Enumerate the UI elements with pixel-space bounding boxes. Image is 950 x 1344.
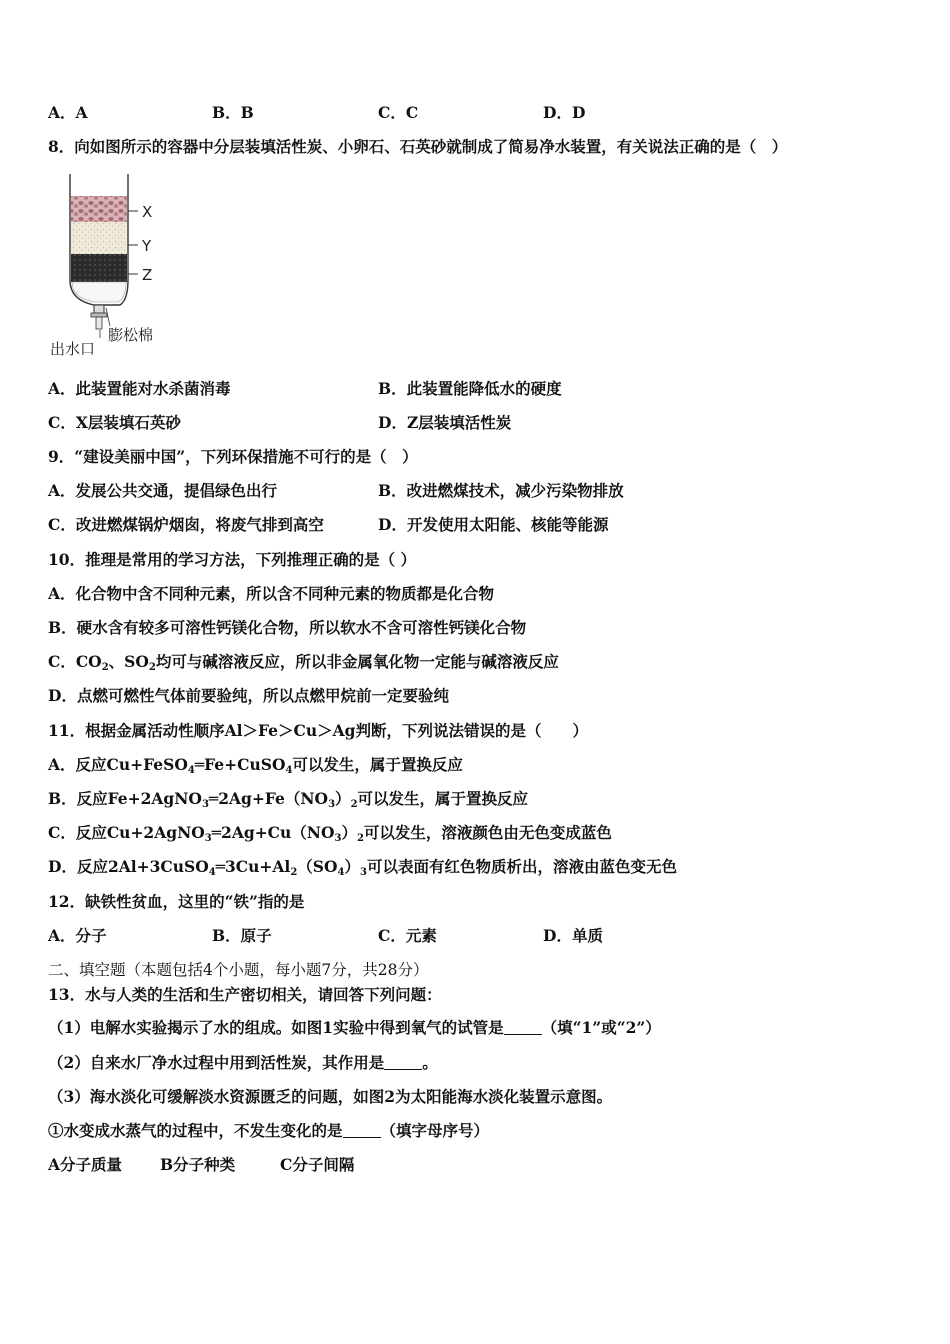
q11-option-c: C．反应$Cu+2AgNO_3═2Ag+Cu(NO_3)_2$可以发生，溶液颜色由无色变成蓝色 [48, 823, 612, 844]
answer-blank-1[interactable] [504, 1020, 542, 1035]
q11-stem: 11．根据金属活动性顺序Al＞Fe＞Cu＞Ag判断，下列说法错误的是（ ） [48, 721, 588, 740]
q13-part1: （1）电解水实验揭示了水的组成。如图1实验中得到氧气的试管是 （填“1”或“2”） [48, 1018, 661, 1037]
label-z: Z [142, 266, 153, 284]
section-heading: 二、填空题（本题包括4个小题，每小题7分，共28分） [48, 961, 429, 979]
q7-option-b: B．B [212, 103, 254, 122]
label-x: X [142, 203, 153, 221]
layer-y [71, 222, 127, 254]
label-cotton: 膨松棉 [108, 326, 154, 344]
q12-option-b: B．原子 [212, 926, 272, 945]
q12-option-c: C．元素 [378, 926, 437, 945]
q9-option-a: A．发展公共交通，提倡绿色出行 [48, 481, 278, 500]
q8-stem: 8．向如图所示的容器中分层装填活性炭、小卵石、石英砂就制成了简易净水装置，有关说法正确的是（ ） [48, 137, 788, 156]
label-outlet: 出水口 [50, 340, 96, 358]
q13-part3: （3）海水淡化可缓解淡水资源匮乏的问题，如图2为太阳能海水淡化装置示意图。 [48, 1087, 613, 1106]
q9-option-c: C．改进燃煤锅炉烟囱，将废气排到高空 [48, 515, 324, 534]
layer-x [71, 196, 127, 222]
answer-blank-2[interactable] [384, 1055, 422, 1070]
q10-option-a: A．化合物中含不同种元素，所以含不同种元素的物质都是化合物 [48, 584, 495, 603]
layer-z [71, 254, 127, 282]
outlet-neck [94, 305, 104, 313]
q13-part4: ①水变成水蒸气的过程中，不发生变化的是 （填字母序号） [48, 1121, 490, 1140]
q12-option-a: A．分子 [48, 926, 107, 945]
answer-blank-3[interactable] [343, 1123, 381, 1138]
q8-option-b: B．此装置能降低水的硬度 [378, 379, 562, 398]
q11-option-d: D．反应$2Al+3CuSO_4═3Cu+Al_2(SO_4)_3$可以表面有红色物质析出，溶液由蓝色变无色 [48, 857, 677, 878]
q10-option-c: C．$CO_2$、$SO_2$均可与碱溶液反应，所以非金属氧化物一定能与碱溶液反应 [48, 652, 559, 673]
water-filter-figure [48, 168, 178, 360]
q13-stem: 13．水与人类的生活和生产密切相关，请回答下列问题： [48, 985, 442, 1004]
q13-choice-b: B分子种类 [160, 1155, 236, 1174]
q10-option-b: B．硬水含有较多可溶性钙镁化合物，所以软水不含可溶性钙镁化合物 [48, 618, 527, 637]
q13-choice-a: A分子质量 [48, 1155, 123, 1174]
q12-stem: 12．缺铁性贫血，这里的“铁”指的是 [48, 892, 305, 911]
q8-option-c: C．X层装填石英砂 [48, 413, 181, 432]
q10-stem: 10．推理是常用的学习方法，下列推理正确的是（ ） [48, 550, 416, 569]
q11-option-a: A．反应Cu+FeSO$_4$═Fe+CuSO$_4$可以发生，属于置换反应 [48, 755, 463, 776]
q7-option-c: C．C [378, 103, 419, 122]
q8-option-d: D．Z层装填活性炭 [378, 413, 512, 432]
q12-option-d: D．单质 [543, 926, 603, 945]
q9-option-b: B．改进燃煤技术，减少污染物排放 [378, 481, 624, 500]
q7-option-d: D．D [543, 103, 586, 122]
q9-stem: 9．“建设美丽中国”，下列环保措施不可行的是（ ） [48, 447, 418, 466]
label-y: Y [142, 237, 152, 255]
q9-option-d: D．开发使用太阳能、核能等能源 [378, 515, 609, 534]
q7-option-a: A．A [48, 103, 88, 122]
q10-option-d: D．点燃可燃性气体前要验纯，所以点燃甲烷前一定要验纯 [48, 686, 449, 705]
q13-part2: （2）自来水厂净水过程中用到活性炭，其作用是 。 [48, 1053, 438, 1072]
q13-choice-c: C分子间隔 [280, 1155, 355, 1174]
q11-option-b: B．反应$Fe+2AgNO_3═2Ag+Fe(NO_3)_2$可以发生，属于置换反应 [48, 789, 529, 810]
q8-option-a: A．此装置能对水杀菌消毒 [48, 379, 231, 398]
outlet-tube [96, 317, 102, 329]
